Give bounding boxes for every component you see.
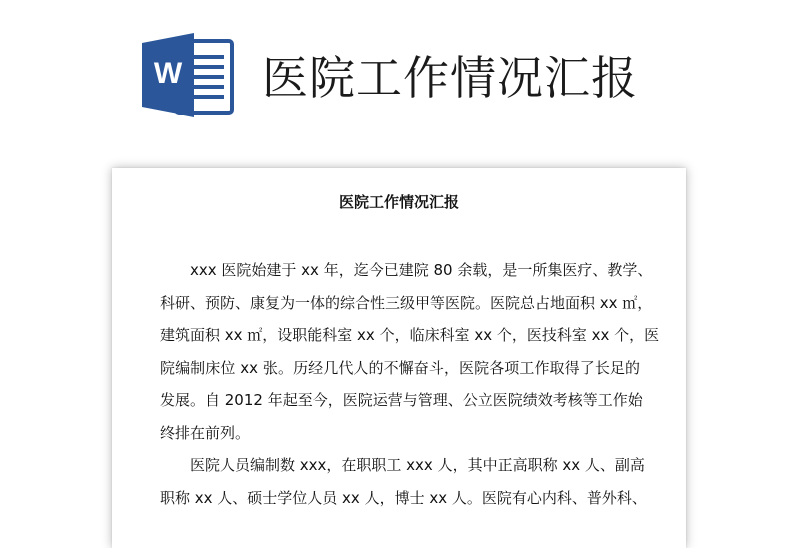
banner: [0, 0, 800, 150]
paragraph-line: 职称 xx 人、硕士学位人员 xx 人，博士 xx 人。医院有心内科、普外科、: [160, 488, 647, 507]
paragraph-line: 医院人员编制数 xxx，在职职工 xxx 人，其中正高职称 xx 人、副高: [190, 456, 645, 474]
paragraph-line: 院编制床位 xx 张。历经几代人的不懈奋斗，医院各项工作取得了长足的: [160, 358, 640, 377]
document-page: [112, 168, 686, 548]
paragraph-line: 科研、预防、康复为一体的综合性三级甲等医院。医院总占地面积 xx ㎡，: [160, 293, 653, 312]
word-document-icon: [142, 33, 234, 117]
banner-title: 医院工作情况汇报: [262, 51, 638, 105]
paragraph-line: 终排在前列。: [160, 423, 251, 442]
paragraph-line: 建筑面积 xx ㎡，设职能科室 xx 个，临床科室 xx 个，医技科室 xx 个，医: [160, 326, 660, 344]
document-body: [160, 254, 660, 514]
paragraph-line: 发展。自 2012 年起至今，医院运营与管理、公立医院绩效考核等工作始: [160, 391, 643, 409]
document-title: 医院工作情况汇报: [338, 193, 459, 211]
paragraph-line: xxx 医院始建于 xx 年，迄今已建院 80 余载，是一所集医疗、教学、: [190, 261, 653, 279]
word-icon-letter: W: [153, 57, 183, 90]
